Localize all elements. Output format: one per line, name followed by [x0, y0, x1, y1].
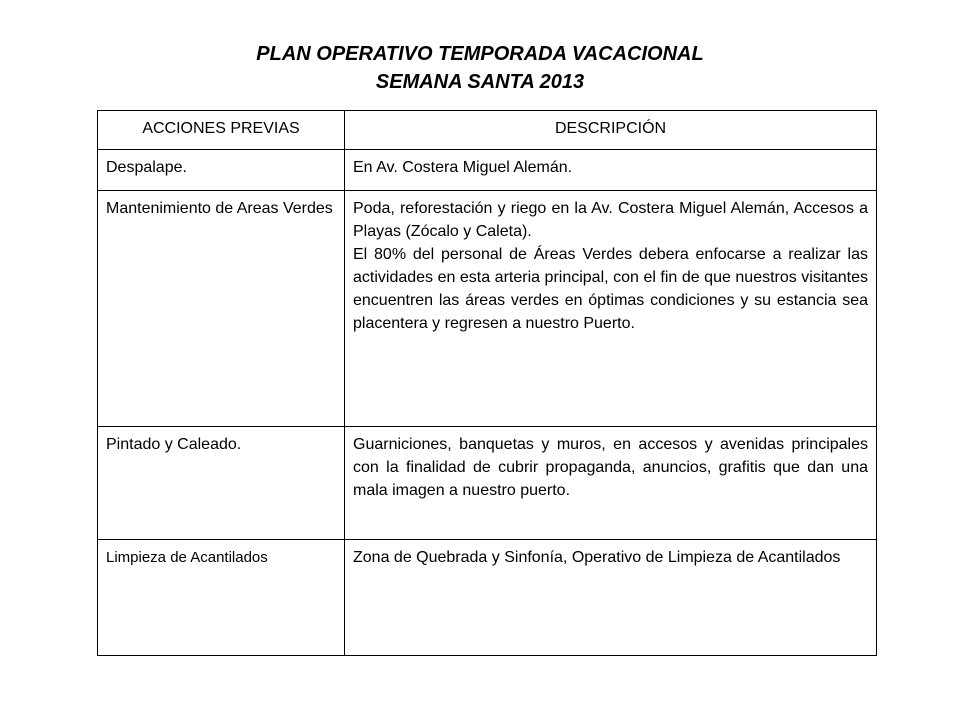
action-cell: Limpieza de Acantilados: [98, 540, 345, 656]
table-header-row: [98, 111, 877, 150]
action-cell: Mantenimiento de Areas Verdes: [98, 191, 345, 427]
header-descripcion: DESCRIPCIÓN: [345, 111, 877, 150]
action-cell: Pintado y Caleado.: [98, 427, 345, 540]
document-title: [0, 40, 960, 96]
description-text: En Av. Costera Miguel Alemán.: [353, 159, 573, 176]
description-text: Zona de Quebrada y Sinfonía, Operativo de Limpieza de Acantilados: [353, 549, 841, 566]
header-acciones-previas: ACCIONES PREVIAS: [98, 111, 345, 150]
table-row: [98, 150, 877, 191]
description-text: Poda, reforestación y riego en la Av. Costera Miguel Alemán, Accesos a Playas (Zócalo y Caleta).: [353, 200, 868, 240]
description-cell: [345, 150, 877, 191]
description-text: El 80% del personal de Áreas Verdes debera enfocarse a realizar las actividades en esta arteria principal, con el fin de que nuestros visitantes encuentren las áreas verdes en óptimas condiciones y su estancia sea placentera y regresen a nuestro Puerto.: [353, 246, 868, 332]
plan-table: [97, 110, 877, 656]
description-text: Guarniciones, banquetas y muros, en accesos y avenidas principales con la finalidad de cubrir propaganda, anuncios, grafitis que dan una mala imagen a nuestro puerto.: [353, 436, 868, 499]
description-cell: [345, 191, 877, 427]
title-line-1: PLAN OPERATIVO TEMPORADA VACACIONAL: [256, 43, 704, 65]
table-row: [98, 427, 877, 540]
description-cell: [345, 540, 877, 656]
title-line-2: SEMANA SANTA 2013: [375, 71, 585, 93]
table-row: [98, 191, 877, 427]
table-row: [98, 540, 877, 656]
description-cell: [345, 427, 877, 540]
action-cell: Despalape.: [98, 150, 345, 191]
